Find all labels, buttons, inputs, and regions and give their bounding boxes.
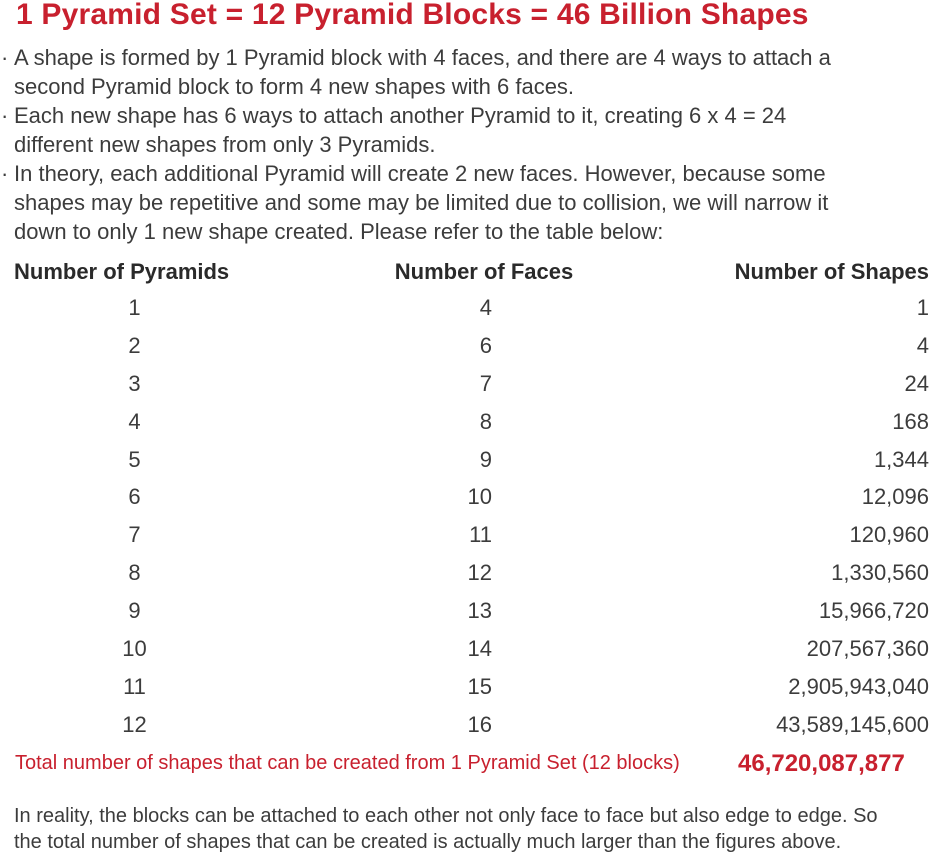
total-label: Total number of shapes that can be created from 1 Pyramid Set (12 blocks): [15, 752, 680, 774]
cell-faces: 9: [479, 446, 492, 472]
table-row: [0, 706, 915, 744]
cell-pyramids: 1: [128, 294, 141, 320]
bullet-item: [0, 43, 901, 101]
table-row: [0, 327, 915, 365]
cell-pyramids: 3: [128, 370, 141, 396]
cell-faces: 12: [467, 560, 492, 586]
bullet-item: [0, 101, 901, 159]
table-row: [0, 365, 915, 403]
cell-faces: 8: [479, 408, 492, 434]
page-title: 1 Pyramid Set = 12 Pyramid Blocks = 46 Billion Shapes: [16, 0, 809, 31]
cell-shapes: 1: [916, 294, 929, 320]
bullet-item: [0, 159, 901, 246]
cell-faces: 14: [467, 635, 492, 661]
bullet-dot-icon: ·: [1, 161, 9, 186]
cell-faces: 6: [479, 332, 492, 358]
bullet-line: different new shapes from only 3 Pyramids.: [14, 132, 436, 157]
cell-pyramids: 11: [123, 673, 146, 699]
table-row: [0, 630, 915, 668]
bullet-dot-icon: ·: [1, 103, 9, 128]
bullet-line: A shape is formed by 1 Pyramid block with 4 faces, and there are 4 ways to attach a: [14, 45, 831, 70]
cell-pyramids: 7: [128, 522, 141, 548]
cell-shapes: 43,589,145,600: [776, 711, 929, 737]
cell-pyramids: 8: [128, 560, 141, 586]
header-faces: Number of Faces: [394, 259, 574, 284]
cell-pyramids: 4: [128, 408, 141, 434]
cell-faces: 16: [467, 711, 492, 737]
table-row: [0, 441, 915, 479]
cell-shapes: 120,960: [849, 522, 929, 548]
cell-shapes: 24: [904, 370, 929, 396]
cell-faces: 11: [469, 522, 492, 548]
bullet-list: [0, 43, 901, 246]
bullet-line: second Pyramid block to form 4 new shapes with 6 faces.: [14, 74, 575, 99]
bullet-line: down to only 1 new shape created. Please refer to the table below:: [14, 219, 664, 244]
cell-faces: 15: [467, 673, 492, 699]
bullet-line: shapes may be repetitive and some may be limited due to collision, we will narrow it: [14, 190, 829, 215]
cell-pyramids: 9: [128, 598, 141, 624]
table-row: [0, 289, 915, 327]
cell-pyramids: 2: [128, 332, 141, 358]
cell-pyramids: 5: [128, 446, 141, 472]
table-row: [0, 592, 915, 630]
table-body: [0, 289, 929, 744]
shapes-table: [0, 255, 929, 744]
cell-faces: 7: [479, 370, 492, 396]
cell-pyramids: 6: [128, 484, 141, 510]
cell-shapes: 168: [892, 408, 929, 434]
cell-faces: 13: [467, 598, 492, 624]
bullet-line: Each new shape has 6 ways to attach another Pyramid to it, creating 6 x 4 = 24: [14, 103, 787, 128]
cell-pyramids: 12: [122, 711, 147, 737]
cell-shapes: 1,344: [873, 446, 929, 472]
cell-shapes: 207,567,360: [806, 635, 929, 661]
cell-shapes: 2,905,943,040: [788, 673, 929, 699]
table-row: [0, 554, 915, 592]
table-header-row: [0, 255, 915, 289]
bullet-dot-icon: ·: [1, 45, 9, 70]
footnote-line: the total number of shapes that can be created is actually much larger than the figures above.: [14, 831, 842, 853]
table-row: [0, 478, 915, 516]
table-row: [0, 403, 915, 441]
cell-shapes: 1,330,560: [831, 560, 929, 586]
cell-shapes: 4: [916, 332, 929, 358]
header-pyramids: Number of Pyramids: [14, 259, 230, 284]
bullet-line: In theory, each additional Pyramid will create 2 new faces. However, because some: [14, 161, 826, 186]
cell-faces: 10: [467, 484, 492, 510]
cell-pyramids: 10: [122, 635, 147, 661]
table-row: [0, 516, 915, 554]
cell-shapes: 12,096: [861, 484, 929, 510]
total-value: 46,720,087,877: [738, 750, 905, 777]
footnote: [14, 803, 878, 855]
cell-shapes: 15,966,720: [818, 598, 929, 624]
footnote-line: In reality, the blocks can be attached to each other not only face to face but also edge to edge. So: [14, 805, 878, 827]
header-shapes: Number of Shapes: [734, 259, 929, 284]
cell-faces: 4: [479, 294, 492, 320]
table-row: [0, 668, 915, 706]
